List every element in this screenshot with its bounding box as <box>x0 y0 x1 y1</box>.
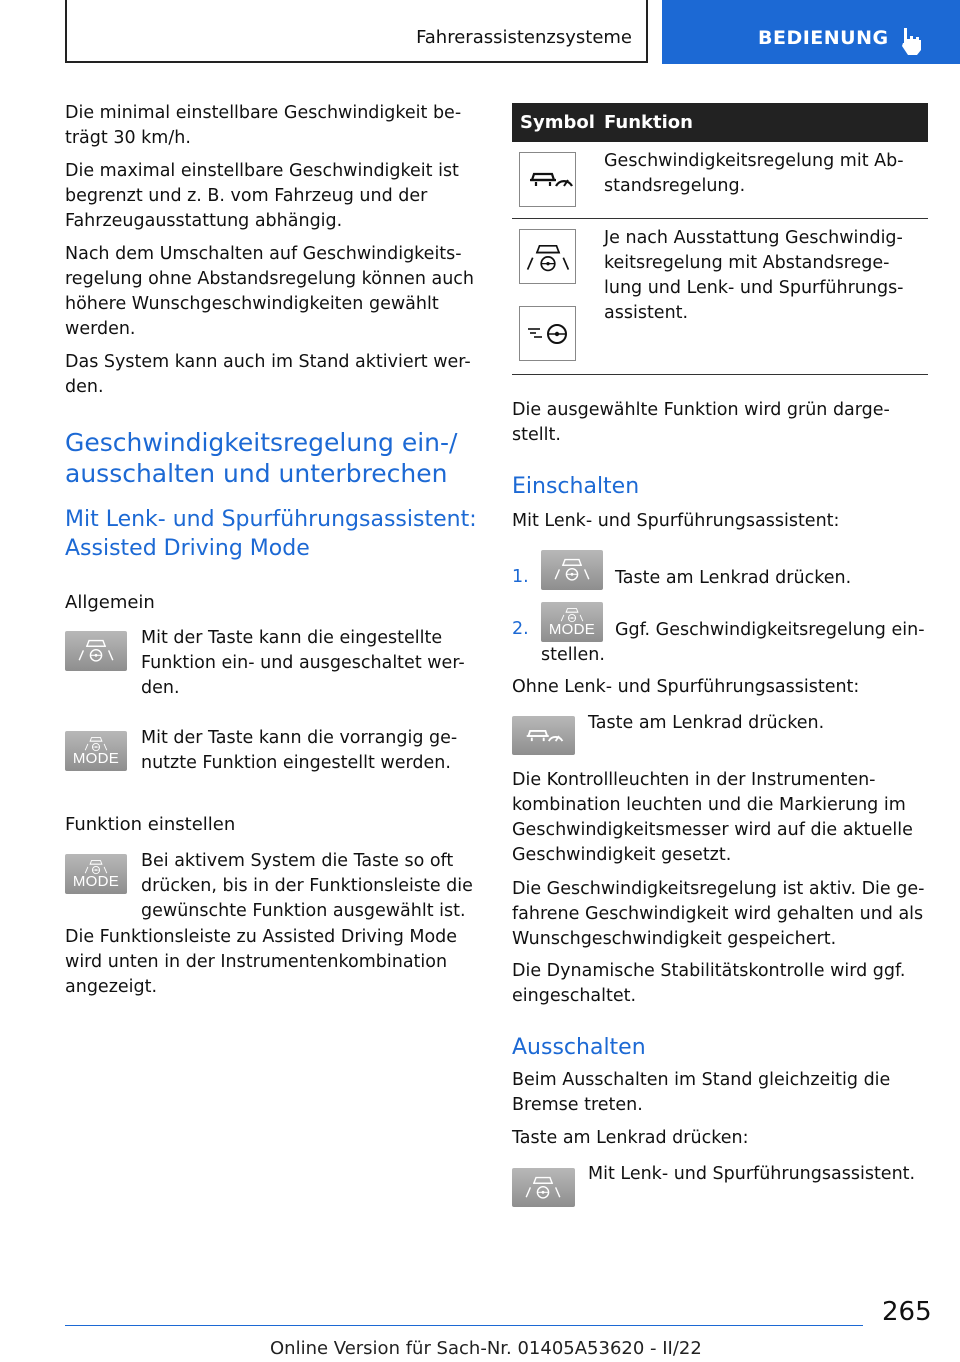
para-green: Die ausgewählte Funktion wird grün darge-stellt. <box>512 400 890 445</box>
subsection-heading: Mit Lenk- und Spurführungsassistent: Assisted Driving Mode <box>65 507 477 561</box>
assist-symbol <box>519 229 576 284</box>
mode-label-2: MODE <box>72 873 120 890</box>
table-header <box>512 103 928 142</box>
mode-label: MODE <box>72 750 120 767</box>
header-section-title: Fahrerassistenzsysteme <box>416 27 632 48</box>
desc-button-onoff: Mit der Taste kann die eingestellte Funktion ein- und ausgeschaltet wer-den. <box>141 628 465 698</box>
mode-button-icon-2 <box>65 854 127 894</box>
para-standstill: Das System kann auch im Stand aktiviert wer-den. <box>65 352 471 397</box>
acc-button-icon <box>512 716 575 755</box>
row1-funktion: Geschwindigkeitsregelung mit Ab-standsregelung. <box>604 151 904 196</box>
step2-number: 2. <box>512 619 529 639</box>
para-min-speed: Die minimal einstellbare Geschwindigkeit be-trägt 30 km/h. <box>65 103 462 148</box>
desc-mode-button: Mit der Taste kann die vorrangig ge-nutzte Funktion eingestellt werden. <box>141 728 458 773</box>
para-function-bar: Die Funktionsleiste zu Assisted Driving Mode wird unten in der Instrumentenkombination angezeigt. <box>65 927 458 997</box>
table-divider <box>512 218 928 219</box>
para-ohne-lenk: Ohne Lenk- und Spurführungsassistent: <box>512 677 860 697</box>
assist-button-icon <box>65 631 127 671</box>
col-symbol: Symbol <box>520 112 595 133</box>
step2-mode-label: MODE <box>548 621 596 638</box>
header-chapter-title: BEDIENUNG <box>758 27 889 49</box>
mode-button-icon <box>65 731 127 771</box>
header-chapter-tab[interactable] <box>662 0 960 64</box>
heading-ausschalten: Ausschalten <box>512 1035 646 1060</box>
heading-allgemein: Allgemein <box>65 592 155 613</box>
page-number: 265 <box>882 1297 932 1327</box>
step2-text-b: stellen. <box>541 645 605 665</box>
table-bottom-rule <box>512 374 928 375</box>
step1-number: 1. <box>512 567 529 587</box>
heading-funktion-einstellen: Funktion einstellen <box>65 814 236 835</box>
para-taste-druecken: Taste am Lenkrad drücken: <box>512 1128 749 1148</box>
footer-version: Online Version für Sach-Nr. 01405A53620 - II/22 <box>270 1338 702 1359</box>
footer-rule <box>65 1325 863 1326</box>
ohne-lenk-taste: Taste am Lenkrad drücken. <box>588 713 825 733</box>
section-heading: Geschwindigkeitsregelung ein-/ ausschalten und unterbrechen <box>65 428 458 488</box>
left-column <box>65 101 483 563</box>
desc-select-function: Bei aktivem System die Taste so oft drücken, bis in der Funktionsleiste die gewünschte Funktion ausgewählt ist. <box>141 851 473 921</box>
header-section-box <box>65 0 648 63</box>
para-max-speed: Die maximal einstellbare Geschwindigkeit ist begrenzt und z. B. vom Fahrzeug und der Fahrzeugausstattung abhängig. <box>65 161 459 231</box>
para-switch: Nach dem Umschalten auf Geschwindigkeits-regelung ohne Abstandsregelung können auch höhere Wunschgeschwindigkeiten gewählt werden. <box>65 244 475 339</box>
off-mit-lenk: Mit Lenk- und Spurführungsassistent. <box>588 1164 916 1184</box>
para-bremse: Beim Ausschalten im Stand gleichzeitig die Bremse treten. <box>512 1070 891 1115</box>
heading-einschalten: Einschalten <box>512 474 640 499</box>
col-funktion: Funktion <box>604 112 693 133</box>
step2-text-a: Ggf. Geschwindigkeitsregelung ein- <box>615 620 925 640</box>
para-kontrollleuchten: Die Kontrollleuchten in der Instrumenten-kombination leuchten und die Markierung im Geschwindigkeitsmesser wird auf die aktuelle Geschwindigkeit gesetzt. <box>512 770 913 865</box>
para-aktiv: Die Geschwindigkeitsregelung ist aktiv. Die ge-fahrene Geschwindigkeit wird gehalten und als Wunschgeschwindigkeit gespeichert. <box>512 879 925 949</box>
para-mit-lenk: Mit Lenk- und Spurführungsassistent: <box>512 511 840 531</box>
acc-symbol <box>519 152 576 207</box>
pointing-hand-icon <box>898 26 924 56</box>
para-dsc: Die Dynamische Stabilitätskontrolle wird ggf. eingeschaltet. <box>512 961 906 1006</box>
step1-button-icon <box>541 550 603 590</box>
row2-funktion: Je nach Ausstattung Geschwindig-keitsregelung mit Abstandsrege-lung und Lenk- und Spurführungs-assistent. <box>604 228 904 323</box>
off-assist-button-icon <box>512 1168 575 1207</box>
step1-text: Taste am Lenkrad drücken. <box>615 568 852 588</box>
acc-steering-symbol <box>519 306 576 361</box>
step2-mode-button-icon <box>541 602 603 642</box>
